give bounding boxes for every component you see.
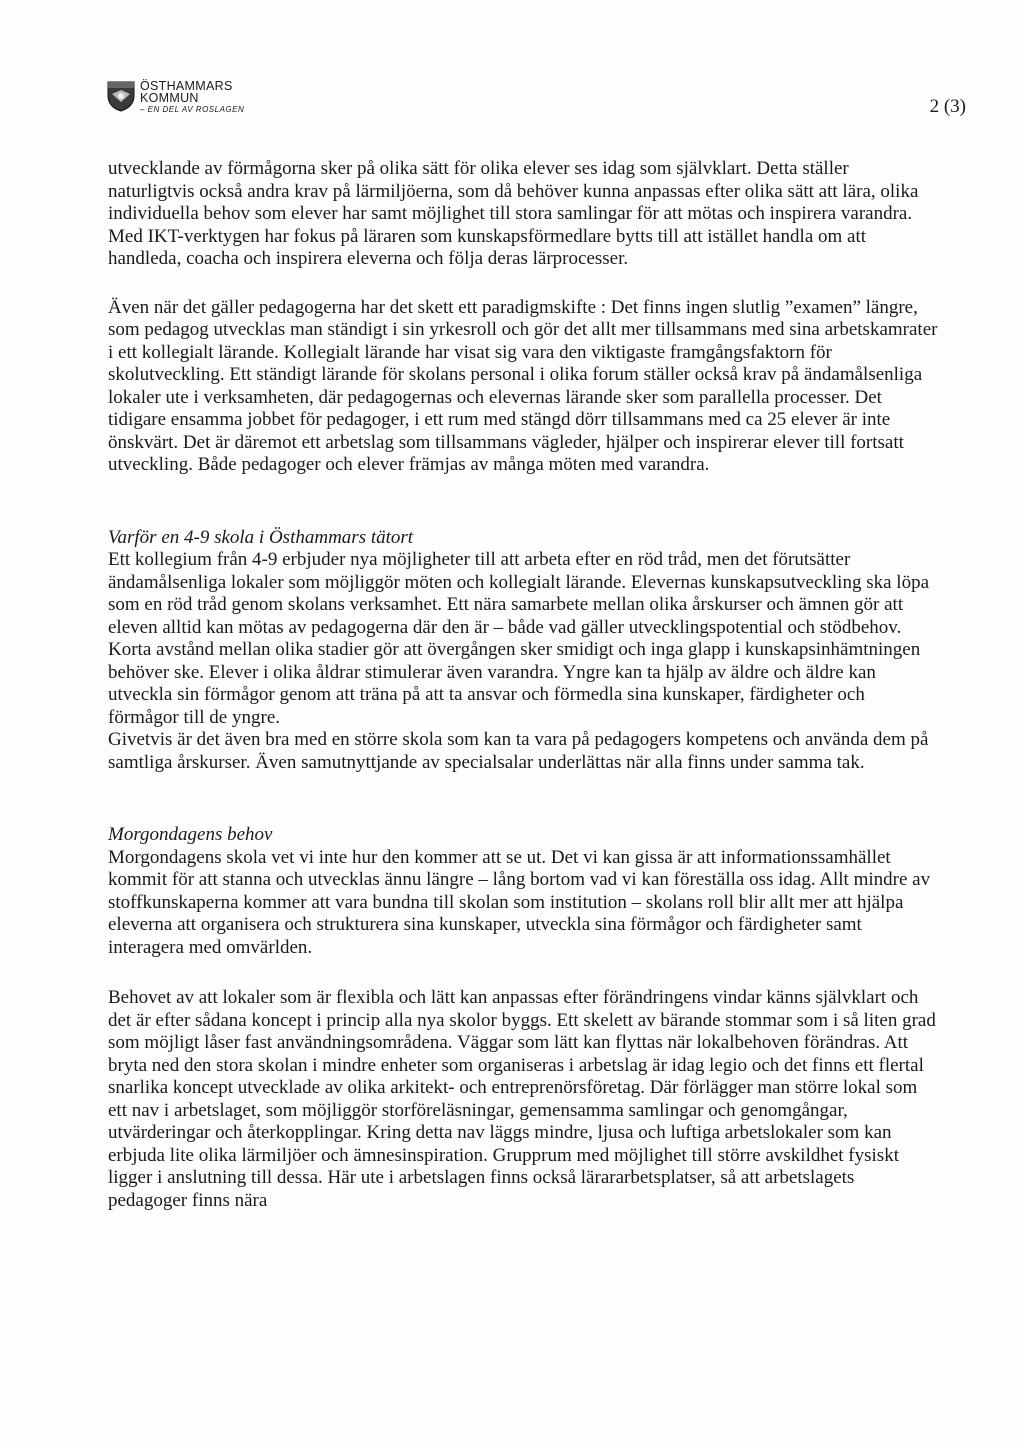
page-header bbox=[106, 80, 966, 136]
logo-line1: ÖSTHAMMARS bbox=[140, 79, 233, 93]
section-heading-future-needs: Morgondagens behov bbox=[108, 824, 273, 845]
paragraph-larger-school: Givetvis är det även bra med en större skola som kan ta vara på pedagogers kompetens och använda dem på samtliga årskurser. Även samutnyttjande av specialsalar underlättas när alla finns under samma tak. bbox=[108, 729, 929, 773]
paragraph-future-school: Morgondagens skola vet vi inte hur den kommer att se ut. Det vi kan gissa är att informationssamhället kommit för att stanna och utvecklas ännu längre – lång bortom vad vi kan föreställa oss idag. Allt mindre av stoffkunskaperna kommer att vara bundna till skolan som institution – skolans roll blir allt mer att hjälpa eleverna att organisera och strukturera sina kunskaper, utveckla sina förmågor och färdigheter samt interagera med omvärlden. bbox=[108, 846, 931, 958]
logo-tagline: – EN DEL AV ROSLAGEN bbox=[140, 105, 245, 114]
paragraph-collegium: Ett kollegium från 4-9 erbjuder nya möjligheter till att arbeta efter en röd tråd, men det förutsätter ändamålsenliga lokaler som möjliggör möten och kollegialt lärande. Elevernas kunskapsutveckling ska löpa som en röd tråd genom skolans verksamhet. Ett nära samarbete mellan olika årskurser och ämnen gör att eleven alltid kan mötas av pedagogerna där den är – både vad gäller utvecklingspotential och stödbehov. Korta avstånd mellan olika stadier gör att övergången sker smidigt och inga glapp i kunskapsinhämtningen behöver ske. Elever i olika åldrar stimulerar även varandra. Yngre kan ta hjälp av äldre och äldre kan utveckla sin förmågor genom att träna på att ta ansvar och förmedla sina kunskaper, färdigheter och förmågor till de yngre. bbox=[108, 549, 929, 728]
section-heading-why-4-9: Varför en 4-9 skola i Östhammars tätort bbox=[108, 526, 414, 548]
document-body bbox=[108, 158, 938, 1212]
municipality-logo bbox=[106, 80, 244, 116]
logo-text bbox=[140, 80, 244, 116]
coat-of-arms-icon bbox=[106, 80, 136, 112]
logo-line2: KOMMUN bbox=[140, 91, 199, 105]
paragraph-pedagogues: Även när det gäller pedagogerna har det skett ett paradigmskifte : Det finns ingen slutlig ”examen” längre, som pedagog utvecklas man ständigt i sin yrkesroll och gör det allt mer tillsammans med sina arbetskamrater i ett kollegialt lärande. Kollegialt lärande har visat sig vara den viktigaste framgångsfaktorn för skolutveckling. Ett ständigt lärande för skolans personal i olika forum ställer också krav på ändamålsenliga lokaler ute i verksamheten, där pedagogernas och elevernas lärande sker som parallella processer. Det tidigare ensamma jobbet för pedagoger, i ett rum med stängd dörr tillsammans med ca 25 elever är inte önskvärt. Det är däremot ett arbetslag som tillsammans vägleder, hjälper och inspirerar elever till fortsatt utveckling. Både pedagoger och elever främjas av många möten med varandra. bbox=[108, 296, 938, 475]
page-number: 2 (3) bbox=[929, 96, 966, 117]
paragraph-flexible-premises: Behovet av att lokaler som är flexibla och lätt kan anpassas efter förändringens vindar känns självklart och det är efter sådana koncept i princip alla nya skolor byggs. Ett skelett av bärande stommar som i så liten grad som möjligt låser fast användningsområdena. Väggar som lätt kan flyttas när lokalbehoven förändras. Att bryta ned den stora skolan i mindre enheter som organiseras i arbetslag är idag legio och det finns ett flertal snarlika koncept utvecklade av olika arkitekt- och entreprenörsföretag. Där förlägger man större lokal som ett nav i arbetslaget, som möjliggör storföreläsningar, gemensamma samlingar och genomgångar, utvärderingar och återkopplingar. Kring detta nav läggs mindre, ljusa och luftiga arbetslokaler som kan erbjuda lite olika lärmiljöer och ämnesinspiration. Grupprum med möjlighet till större avskildhet fysiskt ligger i anslutning till dessa. Här ute i arbetslagen finns också lärararbetsplatser, så att arbetslagets pedagoger finns nära bbox=[108, 987, 936, 1211]
paragraph-intro: utvecklande av förmågorna sker på olika sätt för olika elever ses idag som självklart. Detta ställer naturligtvis också andra krav på lärmiljöerna, som då behöver kunna anpassas efter olika sätt att lära, olika individuella behov som elever har samt möjlighet till stora samlingar för att mötas och inspirera varandra. Med IKT-verktygen har fokus på läraren som kunskapsförmedlare bytts till att istället handla om att handleda, coacha och inspirera eleverna och följa deras lärprocesser. bbox=[108, 158, 919, 269]
